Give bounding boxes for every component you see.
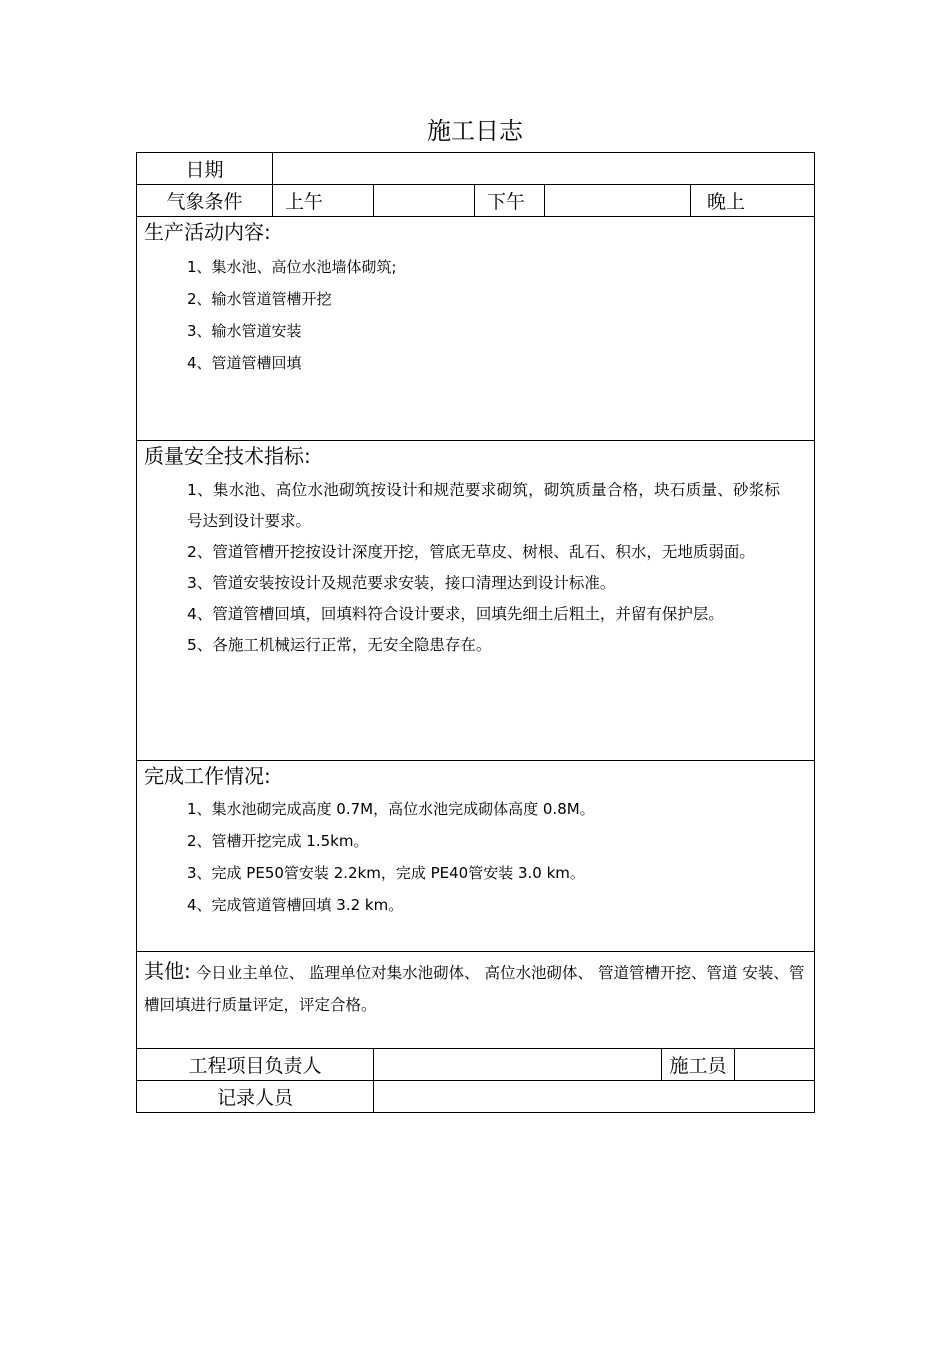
signature-row-2: [137, 1081, 815, 1113]
quality-item: 1、集水池、高位水池砌筑按设计和规范要求砌筑，砌筑质量合格，块石质量、砂浆标号达到设计要求。: [187, 481, 780, 530]
evening-label: 晚上: [691, 185, 815, 217]
page-title: 施工日志: [427, 117, 523, 145]
project-manager-label: 工程项目负责人: [137, 1049, 374, 1081]
quality-item: 3、管道安装按设计及规范要求安装，接口清理达到设计标准。: [187, 574, 616, 592]
quality-row: [137, 441, 815, 761]
other-section: [137, 952, 815, 1049]
completion-item: 1、集水池砌完成高度 0.7M，高位水池完成砌体高度 0.8M。: [187, 800, 595, 818]
completion-row: [137, 761, 815, 952]
production-item: 1、集水池、高位水池墙体砌筑;: [187, 258, 397, 276]
afternoon-value[interactable]: [545, 185, 691, 217]
completion-item: 3、完成 PE50管安装 2.2km，完成 PE40管安装 3.0 km。: [187, 864, 585, 882]
date-label: 日期: [137, 153, 273, 185]
recorder-label: 记录人员: [137, 1081, 374, 1113]
date-value[interactable]: [273, 153, 815, 185]
other-text: 今日业主单位、 监理单位对集水池砌体、 高位水池砌体、 管道管槽开挖、管道 安装、管槽回填进行质量评定，评定合格。: [144, 964, 805, 1014]
weather-row: [137, 185, 815, 217]
completion-title: 完成工作情况:: [144, 764, 271, 788]
construction-worker-label: 施工员: [662, 1049, 735, 1081]
quality-item: 5、各施工机械运行正常，无安全隐患存在。: [187, 636, 492, 654]
construction-log-table: [136, 152, 815, 1113]
project-manager-value[interactable]: [374, 1049, 662, 1081]
date-row: [137, 153, 815, 185]
other-label: 其他:: [144, 959, 191, 983]
quality-item: 2、管道管槽开挖按设计深度开挖，管底无草皮、树根、乱石、积水，无地质弱面。: [187, 543, 755, 561]
recorder-value[interactable]: [374, 1081, 815, 1113]
completion-item: 4、完成管道管槽回填 3.2 km。: [187, 896, 404, 914]
production-item: 3、输水管道安装: [187, 322, 302, 340]
afternoon-label: 下午: [475, 185, 545, 217]
completion-section: [137, 761, 815, 952]
other-row: [137, 952, 815, 1049]
production-item: 4、管道管槽回填: [187, 354, 302, 372]
production-item: 2、输水管道管槽开挖: [187, 290, 332, 308]
completion-item: 2、管槽开挖完成 1.5km。: [187, 832, 369, 850]
production-row: [137, 217, 815, 441]
signature-row-1: [137, 1049, 815, 1081]
morning-value[interactable]: [374, 185, 475, 217]
quality-section: [137, 441, 815, 761]
production-title: 生产活动内容:: [144, 220, 271, 244]
quality-item: 4、管道管槽回填，回填料符合设计要求，回填先细土后粗土，并留有保护层。: [187, 605, 724, 623]
construction-worker-value[interactable]: [735, 1049, 815, 1081]
weather-label: 气象条件: [137, 185, 273, 217]
production-section: [137, 217, 815, 441]
morning-label: 上午: [273, 185, 374, 217]
quality-title: 质量安全技术指标:: [144, 444, 311, 468]
